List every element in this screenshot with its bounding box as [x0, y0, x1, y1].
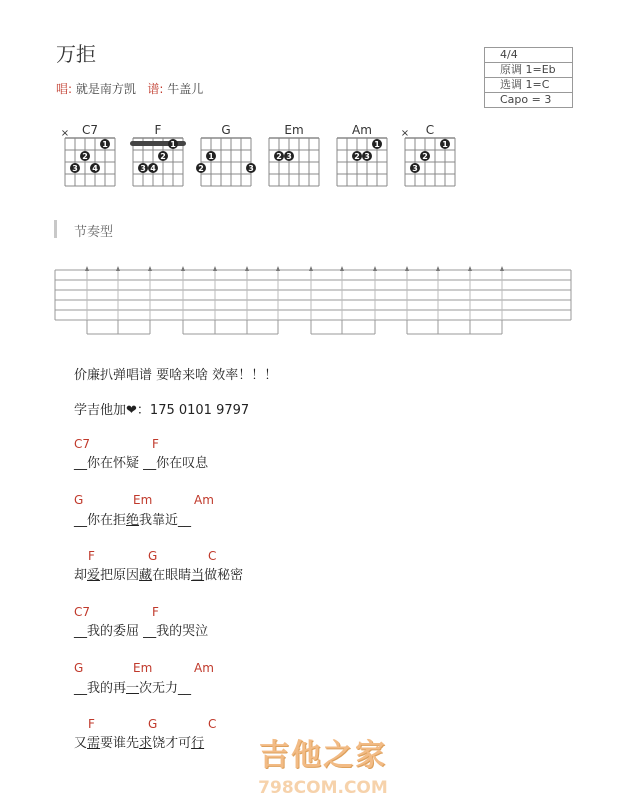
- contact-number: ：175 0101 9797: [136, 403, 250, 418]
- lyric-line: [74, 564, 243, 583]
- lyric-chord: G: [74, 661, 84, 675]
- contact-prefix: 学吉他加: [74, 403, 127, 418]
- finger-number: 1: [170, 140, 176, 150]
- lyric-segment: __: [74, 681, 87, 696]
- song-title: 万拒: [56, 42, 96, 66]
- mute-mark: ×: [60, 128, 70, 139]
- heart-icon: ❤: [126, 403, 137, 418]
- credits: [56, 80, 203, 97]
- lyric-line: [74, 732, 204, 751]
- lyric-line: [74, 452, 208, 471]
- lyric-segment: 你在怀疑: [87, 456, 144, 471]
- finger-number: 2: [160, 152, 166, 162]
- lyric-line: [74, 509, 191, 528]
- lyric-segment: __: [143, 624, 157, 639]
- lyric-chord: F: [88, 549, 95, 563]
- lyric-segment: 却: [74, 568, 88, 583]
- finger-number: 1: [374, 140, 380, 150]
- chord-name: F: [154, 123, 162, 137]
- lyric-line: [74, 620, 208, 639]
- finger-number: 3: [364, 152, 370, 162]
- lyric-segment: 求: [139, 736, 153, 751]
- lyric-segment: 把原因: [100, 568, 140, 583]
- price-line: 价廉扒弹唱谱 要啥来啥 效率！！！: [74, 368, 278, 383]
- chord-name: C7: [81, 123, 99, 137]
- rhythm-pattern: [0, 262, 630, 342]
- strum-up-arrow: [85, 266, 89, 271]
- strum-up-arrow: [181, 266, 185, 271]
- lyric-chord: G: [148, 549, 158, 563]
- lyric-segment: 要谁先: [100, 736, 140, 751]
- strum-up-arrow: [276, 266, 280, 271]
- chosen-key: 选调 1=C: [485, 77, 572, 92]
- finger-number: 3: [412, 164, 418, 174]
- key-info-box: [484, 47, 573, 108]
- strum-up-arrow: [373, 266, 377, 271]
- finger-number: 2: [198, 164, 204, 174]
- lyric-segment: 行: [191, 736, 205, 751]
- finger-number: 3: [72, 164, 78, 174]
- finger-number: 2: [276, 152, 282, 162]
- lyric-segment: 我的哭泣: [156, 624, 209, 639]
- lyric-segment: 又: [74, 736, 88, 751]
- watermark-text: 吉他之家: [259, 738, 387, 773]
- section-title: 节奏型: [74, 225, 114, 240]
- capo: Capo = 3: [485, 92, 572, 107]
- finger-number: 3: [140, 164, 146, 174]
- site-watermark: [248, 730, 398, 798]
- strum-up-arrow: [309, 266, 313, 271]
- finger-number: 1: [208, 152, 214, 162]
- finger-number: 1: [102, 140, 108, 150]
- strum-up-arrow: [213, 266, 217, 271]
- lyric-segment: __: [178, 513, 192, 528]
- arranger-name: 牛盖儿: [167, 82, 204, 96]
- section-marker: [54, 220, 57, 238]
- lyric-segment: 我的再: [87, 681, 127, 696]
- lyric-chord: G: [148, 717, 158, 731]
- finger-number: 2: [422, 152, 428, 162]
- lyric-chord: Am: [194, 493, 214, 507]
- lyric-chord: F: [152, 437, 159, 451]
- lyric-segment: 饶才可: [152, 736, 192, 751]
- lyric-segment: __: [74, 624, 87, 639]
- finger-number: 3: [248, 164, 254, 174]
- lyric-segment: 绝: [126, 513, 140, 528]
- strum-up-arrow: [148, 266, 152, 271]
- lyric-segment: 爱: [87, 568, 101, 583]
- chord-name: Em: [284, 123, 304, 137]
- lyric-chord: Am: [194, 661, 214, 675]
- lyric-chord: Em: [133, 493, 153, 507]
- finger-number: 3: [286, 152, 292, 162]
- contact-line: [74, 399, 249, 418]
- lyric-segment: __: [178, 681, 192, 696]
- strum-up-arrow: [436, 266, 440, 271]
- lyric-segment: __: [74, 513, 87, 528]
- lyric-segment: 次无力: [139, 681, 179, 696]
- lyric-segment: 藏: [139, 568, 153, 583]
- lyric-segment: 我靠近: [139, 513, 179, 528]
- lyric-chord: F: [88, 717, 95, 731]
- original-key: 原调 1=Eb: [485, 62, 572, 77]
- strum-up-arrow: [405, 266, 409, 271]
- lyric-segment: 你在拒: [87, 513, 127, 528]
- lyric-segment: 一: [126, 681, 140, 696]
- chord-diagrams: [0, 118, 630, 198]
- chord-name: Am: [352, 123, 372, 137]
- lyric-segment: 我的委屈: [87, 624, 144, 639]
- lyric-chord: C7: [74, 605, 91, 619]
- time-signature: 4/4: [500, 48, 518, 61]
- lyric-segment: 当: [191, 568, 205, 583]
- lyric-chord: C: [208, 549, 217, 563]
- finger-number: 2: [354, 152, 360, 162]
- finger-number: 1: [442, 140, 448, 150]
- lyric-segment: 在眼睛: [152, 568, 192, 583]
- mute-mark: ×: [400, 128, 410, 139]
- watermark-url: 798COM.COM: [258, 778, 388, 798]
- singer-label: 唱:: [56, 82, 73, 96]
- lyric-segment: 你在叹息: [156, 456, 209, 471]
- lyric-segment: __: [74, 456, 87, 471]
- strum-up-arrow: [245, 266, 249, 271]
- lyric-chord: F: [152, 605, 159, 619]
- strum-up-arrow: [116, 266, 120, 271]
- arranger-label: 谱:: [147, 82, 164, 96]
- lyric-line: [74, 677, 191, 696]
- lyric-chord: C: [208, 717, 217, 731]
- lyric-chord: Em: [133, 661, 153, 675]
- lyric-segment: 做秘密: [204, 568, 244, 583]
- strum-up-arrow: [468, 266, 472, 271]
- finger-number: 2: [82, 152, 88, 162]
- strum-up-arrow: [340, 266, 344, 271]
- lyric-chord: C7: [74, 437, 91, 451]
- lyric-segment: __: [143, 456, 157, 471]
- finger-number: 4: [92, 164, 98, 174]
- singer-name: 就是南方凯: [75, 82, 136, 96]
- finger-number: 4: [150, 164, 156, 174]
- chord-name: G: [221, 123, 231, 137]
- lyric-segment: 需: [87, 736, 101, 751]
- strum-up-arrow: [500, 266, 504, 271]
- chord-name: C: [425, 123, 435, 137]
- lyric-chord: G: [74, 493, 84, 507]
